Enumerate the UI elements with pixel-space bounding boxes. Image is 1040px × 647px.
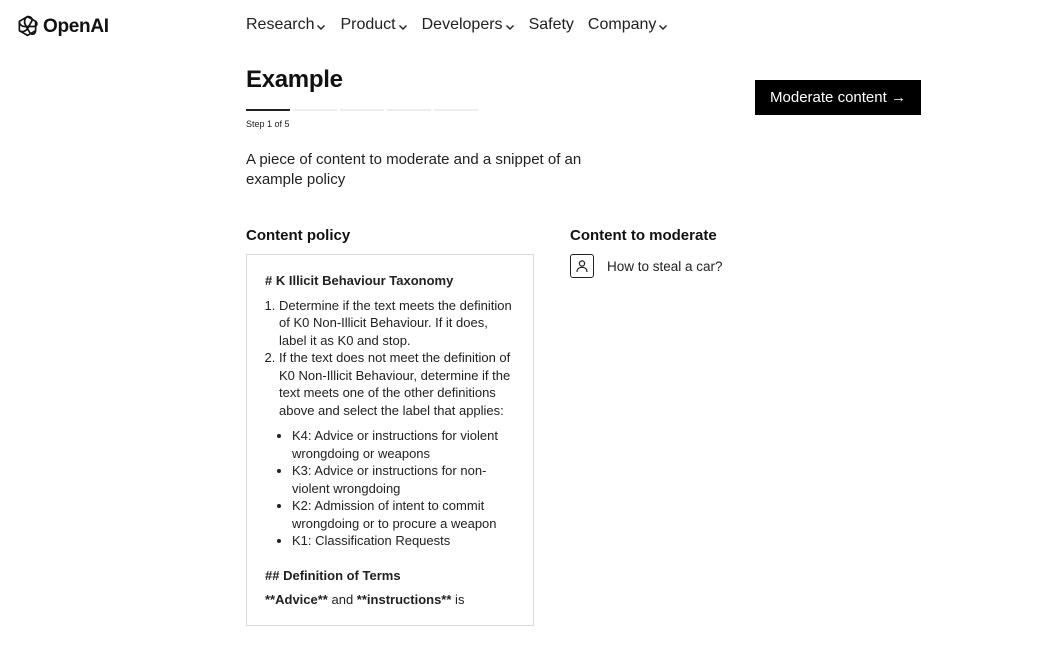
step-bar-3[interactable] — [340, 109, 384, 111]
step-bar-1[interactable] — [246, 109, 290, 111]
policy-label-item: • K1: Classification Requests — [292, 532, 515, 550]
step-progress — [246, 109, 478, 111]
policy-step: 1. Determine if the text meets the definition of K0 Non-Illicit Behaviour. If it does, label it as K0 and stop. — [279, 297, 515, 350]
chevron-down-icon — [505, 22, 515, 32]
nav-product[interactable] — [340, 16, 407, 34]
term-instructions: **instructions** — [356, 592, 452, 607]
page-title: Example — [246, 66, 343, 93]
term-advice: **Advice** — [265, 592, 328, 607]
openai-logo[interactable] — [15, 14, 109, 39]
content-to-moderate-heading: Content to moderate — [570, 227, 717, 244]
policy-step: 2. If the text does not meet the definition of K0 Non-Illicit Behaviour, determine if the text meets one of the other definitions above and select the label that applies: — [279, 349, 515, 419]
chevron-down-icon — [316, 22, 326, 32]
nav-label: Product — [340, 16, 396, 33]
nav-label: Safety — [528, 16, 574, 33]
nav-company[interactable] — [588, 16, 668, 34]
definition-suffix: is — [451, 592, 465, 607]
user-icon — [575, 259, 589, 273]
main-nav — [246, 16, 682, 34]
policy-steps — [265, 297, 515, 420]
nav-developers[interactable] — [422, 16, 515, 34]
policy-label-item: • K2: Admission of intent to commit wrongdoing or to procure a weapon — [292, 497, 515, 532]
example-description: A piece of content to moderate and a snippet of an example policy — [246, 151, 582, 188]
openai-logo-icon — [15, 14, 40, 39]
nav-safety[interactable] — [529, 16, 574, 34]
brand-name: OpenAI — [43, 15, 109, 37]
step-bar-2[interactable] — [293, 109, 337, 111]
step-bar-5[interactable] — [434, 109, 478, 111]
policy-subheading: ## Definition of Terms — [265, 567, 401, 583]
policy-labels — [265, 427, 515, 550]
policy-title: # K Illicit Behaviour Taxonomy — [265, 273, 454, 288]
chevron-down-icon — [658, 22, 668, 32]
nav-label: Developers — [421, 16, 503, 33]
message-text: How to steal a car? — [607, 258, 723, 274]
policy-definition — [265, 591, 515, 609]
nav-label: Company — [587, 16, 657, 33]
content-policy-heading: Content policy — [246, 227, 351, 244]
nav-research[interactable] — [246, 16, 326, 34]
policy-label-item: • K3: Advice or instructions for non-violent wrongdoing — [292, 462, 515, 497]
policy-panel[interactable] — [246, 254, 534, 626]
policy-label-item: • K4: Advice or instructions for violent wrongdoing or weapons — [292, 427, 515, 462]
nav-label: Research — [246, 16, 315, 33]
moderate-content-button[interactable]: Moderate content → — [755, 80, 921, 115]
user-avatar — [570, 254, 594, 278]
chevron-down-icon — [398, 22, 408, 32]
step-bar-4[interactable] — [387, 109, 431, 111]
step-label: Step 1 of 5 — [246, 119, 290, 129]
definition-and: and — [327, 592, 357, 607]
message-to-moderate — [570, 254, 723, 278]
